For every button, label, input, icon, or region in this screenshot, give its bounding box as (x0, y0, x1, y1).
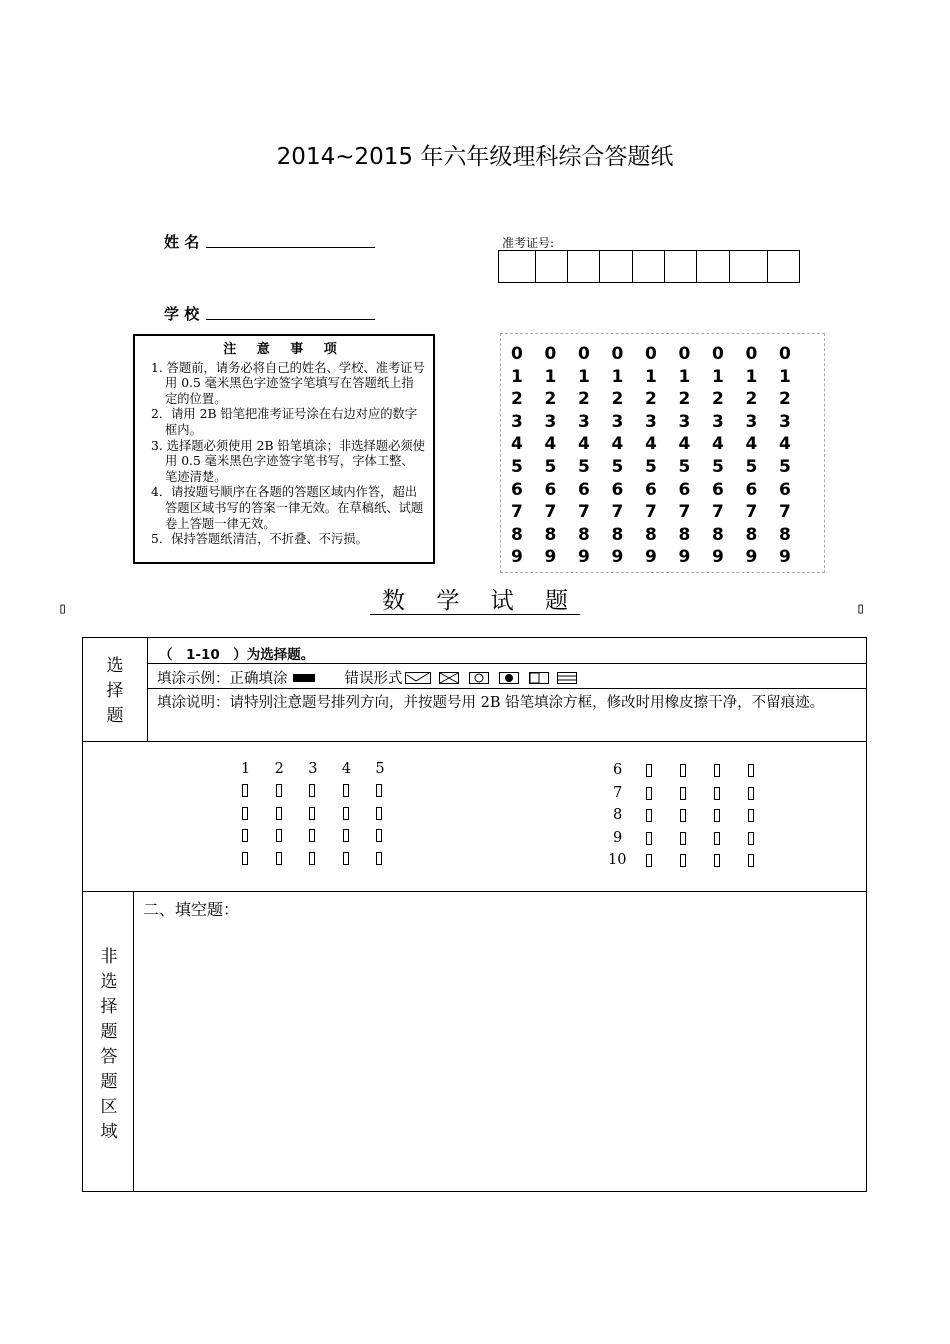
digit-bubble[interactable]: 9 (779, 547, 791, 568)
notice-box (133, 334, 435, 564)
digit-bubble[interactable]: 1 (511, 366, 523, 387)
digit-bubble[interactable]: 8 (779, 524, 791, 545)
digit-bubble[interactable]: 2 (779, 389, 791, 410)
digit-bubble[interactable]: 8 (511, 524, 523, 545)
answer-bubble[interactable] (376, 784, 382, 797)
divider (82, 891, 867, 892)
digit-bubble[interactable]: 5 (645, 457, 657, 477)
digit-bubble[interactable]: 7 (678, 502, 691, 523)
divider (148, 663, 867, 664)
digit-bubble[interactable]: 6 (645, 479, 657, 500)
choice-range: （ 1-10 ）为选择题。 (159, 647, 315, 663)
digit-bubble[interactable]: 9 (678, 547, 691, 568)
digit-bubble[interactable]: 9 (611, 547, 624, 568)
digit-bubble[interactable]: 2 (645, 389, 657, 410)
wrong-circle-icon (469, 672, 489, 684)
digit-bubble[interactable]: 3 (544, 411, 557, 432)
digit-bubble[interactable]: 1 (712, 366, 724, 387)
digit-bubble[interactable]: 5 (578, 457, 590, 477)
answer-bubble[interactable] (309, 807, 315, 820)
digit-row (511, 344, 813, 364)
digit-bubble[interactable]: 4 (712, 434, 724, 455)
section-title-text: 数 学 试 题 (370, 588, 580, 615)
divider (82, 741, 867, 742)
wrong-form-label: 错误形式 (344, 671, 403, 687)
digit-bubble[interactable]: 7 (712, 502, 724, 523)
answer-bubble[interactable] (646, 832, 652, 845)
digit-bubble[interactable]: 9 (645, 547, 657, 568)
answer-bubble[interactable] (276, 807, 282, 820)
digit-bubble[interactable]: 3 (678, 411, 691, 432)
digit-bubble[interactable]: 2 (544, 389, 557, 410)
margin-mark-left: ▯ (58, 599, 68, 617)
digit-bubble[interactable]: 4 (544, 434, 557, 455)
digit-bubble[interactable]: 9 (578, 547, 590, 568)
choice-side-label (100, 654, 130, 729)
wrong-check-icon (405, 672, 431, 684)
fill-example-label: 填涂示例：正确填涂 (157, 671, 288, 687)
answer-bubble[interactable] (242, 852, 248, 865)
answer-bubble[interactable] (646, 764, 652, 777)
question-number: 3 (308, 761, 318, 777)
digit-bubble[interactable]: 7 (645, 502, 657, 523)
answer-bubble[interactable] (646, 854, 652, 867)
digit-row (511, 525, 813, 545)
digit-bubble[interactable]: 7 (779, 502, 791, 523)
digit-bubble[interactable]: 7 (511, 502, 523, 523)
digit-bubble[interactable]: 1 (578, 366, 590, 387)
answer-bubble[interactable] (376, 807, 382, 820)
answer-bubble[interactable] (748, 787, 754, 800)
digit-bubble[interactable]: 4 (645, 434, 657, 455)
digit-row (511, 389, 813, 409)
name-field[interactable] (206, 247, 375, 248)
digit-bubble[interactable]: 0 (779, 344, 791, 364)
answer-bubble[interactable] (748, 832, 754, 845)
exam-number-label: 准考证号: (502, 236, 555, 250)
digit-bubble[interactable]: 8 (611, 524, 624, 545)
digit-bubble[interactable]: 2 (678, 389, 691, 410)
digit-bubble[interactable]: 8 (578, 524, 590, 545)
digit-bubble[interactable]: 9 (712, 547, 724, 568)
answer-bubble[interactable] (680, 809, 686, 822)
exam-number-digit-grid[interactable] (500, 333, 825, 573)
answer-bubble[interactable] (714, 832, 720, 845)
question-number: 4 (341, 761, 352, 777)
divider (133, 891, 134, 1192)
digit-bubble[interactable]: 8 (712, 524, 724, 545)
page-title: 2014~2015 年六年级理科综合答题纸 (276, 144, 674, 170)
digit-bubble[interactable]: 7 (544, 502, 557, 523)
digit-bubble[interactable]: 0 (678, 344, 691, 364)
nonchoice-side-char: 题 (100, 1022, 118, 1042)
digit-bubble[interactable]: 6 (611, 479, 624, 500)
wrong-dot-icon (499, 672, 519, 684)
digit-bubble[interactable]: 3 (779, 411, 791, 432)
question-number: 8 (613, 807, 623, 823)
digit-row (511, 502, 813, 522)
nonchoice-side-char: 选 (100, 972, 118, 992)
answer-bubble[interactable] (714, 854, 720, 867)
divider (147, 637, 148, 741)
nonchoice-side-char: 题 (100, 1072, 118, 1092)
notice-item: 5．保持答题纸清洁，不折叠、不污损。 (151, 532, 368, 547)
wrong-half-icon (529, 672, 549, 684)
answer-bubble[interactable] (242, 784, 248, 797)
digit-row (511, 457, 813, 477)
digit-bubble[interactable]: 2 (712, 389, 724, 410)
divider (148, 688, 867, 689)
digit-bubble[interactable]: 5 (544, 457, 557, 477)
exam-number-box[interactable] (633, 251, 665, 282)
answer-bubble[interactable] (646, 809, 652, 822)
answer-bubble[interactable] (646, 787, 652, 800)
nonchoice-side-label (92, 945, 126, 1145)
digit-bubble[interactable]: 5 (678, 457, 691, 477)
answer-bubble[interactable] (242, 829, 248, 842)
correct-fill-sample (293, 674, 315, 682)
digit-bubble[interactable]: 0 (645, 344, 657, 364)
digit-bubble[interactable]: 3 (611, 411, 624, 432)
nonchoice-side-char: 择 (100, 997, 118, 1017)
name-label: 姓 名 (164, 233, 200, 251)
digit-bubble[interactable]: 0 (578, 344, 590, 364)
digit-bubble[interactable]: 2 (611, 389, 624, 410)
answer-bubble[interactable] (714, 787, 720, 800)
digit-bubble[interactable]: 3 (578, 411, 590, 432)
digit-bubble[interactable]: 9 (745, 547, 758, 568)
digit-bubble[interactable]: 5 (745, 457, 758, 477)
answer-bubble[interactable] (309, 829, 315, 842)
fill-example-row (157, 667, 577, 688)
digit-bubble[interactable]: 4 (779, 434, 791, 455)
fill-blank-answer-area[interactable] (135, 922, 865, 1190)
nonchoice-side-char: 非 (100, 947, 118, 967)
answer-bubble[interactable] (714, 809, 720, 822)
question-number: 9 (613, 829, 623, 846)
digit-bubble[interactable]: 3 (511, 411, 523, 432)
digit-bubble[interactable]: 6 (678, 479, 691, 500)
digit-bubble[interactable]: 6 (745, 479, 758, 500)
answer-bubble[interactable] (343, 852, 349, 865)
exam-number-box[interactable] (600, 251, 633, 282)
digit-bubble[interactable]: 4 (511, 434, 523, 455)
fill-instruction: 填涂说明：请特别注意题号排列方向，并按题号用 2B 铅笔填涂方框，修改时用橡皮擦干净，不留痕迹。 (157, 695, 825, 711)
notice-item: 4．请按题号顺序在各题的答题区域内作答，超出答题区域书写的答案一律无效。在草稿纸、试题卷上答题一律无效。 (151, 485, 424, 531)
answer-bubble[interactable] (343, 807, 349, 820)
exam-number-box[interactable] (730, 251, 768, 282)
answer-bubble[interactable] (748, 809, 754, 822)
digit-bubble[interactable]: 2 (511, 389, 523, 410)
answer-bubble[interactable] (376, 829, 382, 842)
answer-bubble[interactable] (714, 764, 720, 777)
digit-row (511, 367, 813, 387)
digit-bubble[interactable]: 6 (511, 479, 523, 500)
fill-blank-heading: 二、填空题： (143, 900, 240, 919)
nonchoice-side-char: 域 (100, 1122, 118, 1142)
digit-bubble[interactable]: 6 (779, 479, 791, 500)
question-number: 10 (608, 852, 627, 868)
answer-bubble[interactable] (309, 852, 315, 865)
digit-bubble[interactable]: 4 (745, 434, 758, 455)
question-number: 5 (375, 761, 385, 777)
answer-bubble[interactable] (309, 784, 315, 797)
digit-bubble[interactable]: 8 (645, 524, 657, 545)
digit-bubble[interactable]: 1 (779, 366, 791, 387)
choice-side-char: 题 (106, 706, 124, 726)
notice-item: 2．请用 2B 铅笔把准考证号涂在右边对应的数字框内。 (151, 407, 418, 437)
digit-bubble[interactable]: 2 (578, 389, 590, 410)
digit-bubble[interactable]: 3 (712, 411, 724, 432)
digit-bubble[interactable]: 1 (645, 366, 657, 387)
margin-mark-right: ▯ (856, 599, 866, 617)
section-title (0, 582, 950, 615)
school-field[interactable] (206, 319, 375, 320)
digit-bubble[interactable]: 8 (678, 524, 691, 545)
digit-bubble[interactable]: 1 (678, 366, 691, 387)
exam-number-boxes[interactable] (498, 250, 800, 283)
wrong-cross-icon (439, 672, 459, 684)
answer-bubble[interactable] (276, 784, 282, 797)
answer-bubble[interactable] (680, 832, 686, 845)
digit-bubble[interactable]: 0 (611, 344, 624, 364)
digit-bubble[interactable]: 8 (544, 524, 557, 545)
digit-bubble[interactable]: 6 (578, 479, 590, 500)
digit-bubble[interactable]: 5 (511, 457, 523, 477)
notice-item: 3. 选择题必须使用 2B 铅笔填涂；非选择题必须使用 0.5 毫米黑色字迹签字笔书写，字体工整、笔迹清楚。 (151, 438, 425, 484)
digit-bubble[interactable]: 8 (745, 524, 758, 545)
answer-bubble[interactable] (343, 829, 349, 842)
digit-bubble[interactable]: 4 (678, 434, 691, 455)
digit-row (511, 480, 813, 500)
digit-bubble[interactable]: 7 (745, 502, 758, 523)
digit-bubble[interactable]: 9 (544, 547, 557, 568)
digit-bubble[interactable]: 0 (745, 344, 758, 364)
question-number: 2 (274, 761, 284, 777)
nonchoice-side-char: 答 (100, 1047, 118, 1067)
digit-bubble[interactable]: 2 (745, 389, 758, 410)
exam-number-box[interactable] (768, 251, 799, 282)
exam-number-box[interactable] (568, 251, 600, 282)
digit-bubble[interactable]: 4 (611, 434, 624, 455)
notice-title: 注 意 事 项 (223, 342, 345, 357)
digit-bubble[interactable]: 5 (611, 457, 624, 477)
exam-number-box[interactable] (697, 251, 730, 282)
exam-number-box[interactable] (499, 251, 536, 282)
answer-bubble[interactable] (680, 854, 686, 867)
answer-bubble[interactable] (376, 852, 382, 865)
answer-bubble[interactable] (343, 784, 349, 797)
nonchoice-side-char: 区 (100, 1097, 118, 1117)
digit-row (511, 412, 813, 432)
digit-bubble[interactable]: 6 (712, 479, 724, 500)
choice-side-char: 择 (106, 681, 124, 701)
digit-bubble[interactable]: 7 (578, 502, 590, 523)
digit-bubble[interactable]: 9 (511, 547, 523, 568)
question-number: 1 (241, 761, 251, 777)
digit-bubble[interactable]: 3 (645, 411, 657, 432)
digit-row (511, 434, 813, 454)
choice-side-char: 选 (106, 656, 124, 676)
answer-bubble[interactable] (242, 807, 248, 820)
digit-bubble[interactable]: 5 (779, 457, 791, 477)
school-label: 学 校 (164, 305, 200, 323)
digit-bubble[interactable]: 4 (578, 434, 590, 455)
question-number: 7 (613, 784, 623, 801)
digit-bubble[interactable]: 6 (544, 479, 557, 500)
answer-bubble[interactable] (748, 764, 754, 777)
digit-bubble[interactable]: 3 (745, 411, 758, 432)
digit-bubble[interactable]: 0 (544, 344, 557, 364)
answer-bubble[interactable] (276, 829, 282, 842)
question-number: 6 (613, 762, 623, 778)
exam-number-box[interactable] (536, 251, 568, 282)
notice-item: 1. 答题前，请务必将自己的姓名、学校、准考证号用 0.5 毫米黑色字迹签字笔填写在答题纸上指定的位置。 (151, 360, 425, 406)
answer-bubble[interactable] (680, 764, 686, 777)
exam-number-box[interactable] (665, 251, 697, 282)
answer-bubble[interactable] (276, 852, 282, 865)
digit-row (511, 547, 813, 567)
wrong-lines-icon (557, 672, 577, 684)
digit-bubble[interactable]: 1 (745, 366, 758, 387)
digit-bubble[interactable]: 1 (611, 366, 624, 387)
digit-bubble[interactable]: 1 (544, 366, 557, 387)
digit-bubble[interactable]: 0 (712, 344, 724, 364)
answer-bubble[interactable] (680, 787, 686, 800)
digit-bubble[interactable]: 5 (712, 457, 724, 477)
answer-bubble[interactable] (748, 854, 754, 867)
digit-bubble[interactable]: 7 (611, 502, 624, 523)
digit-bubble[interactable]: 0 (511, 344, 523, 364)
